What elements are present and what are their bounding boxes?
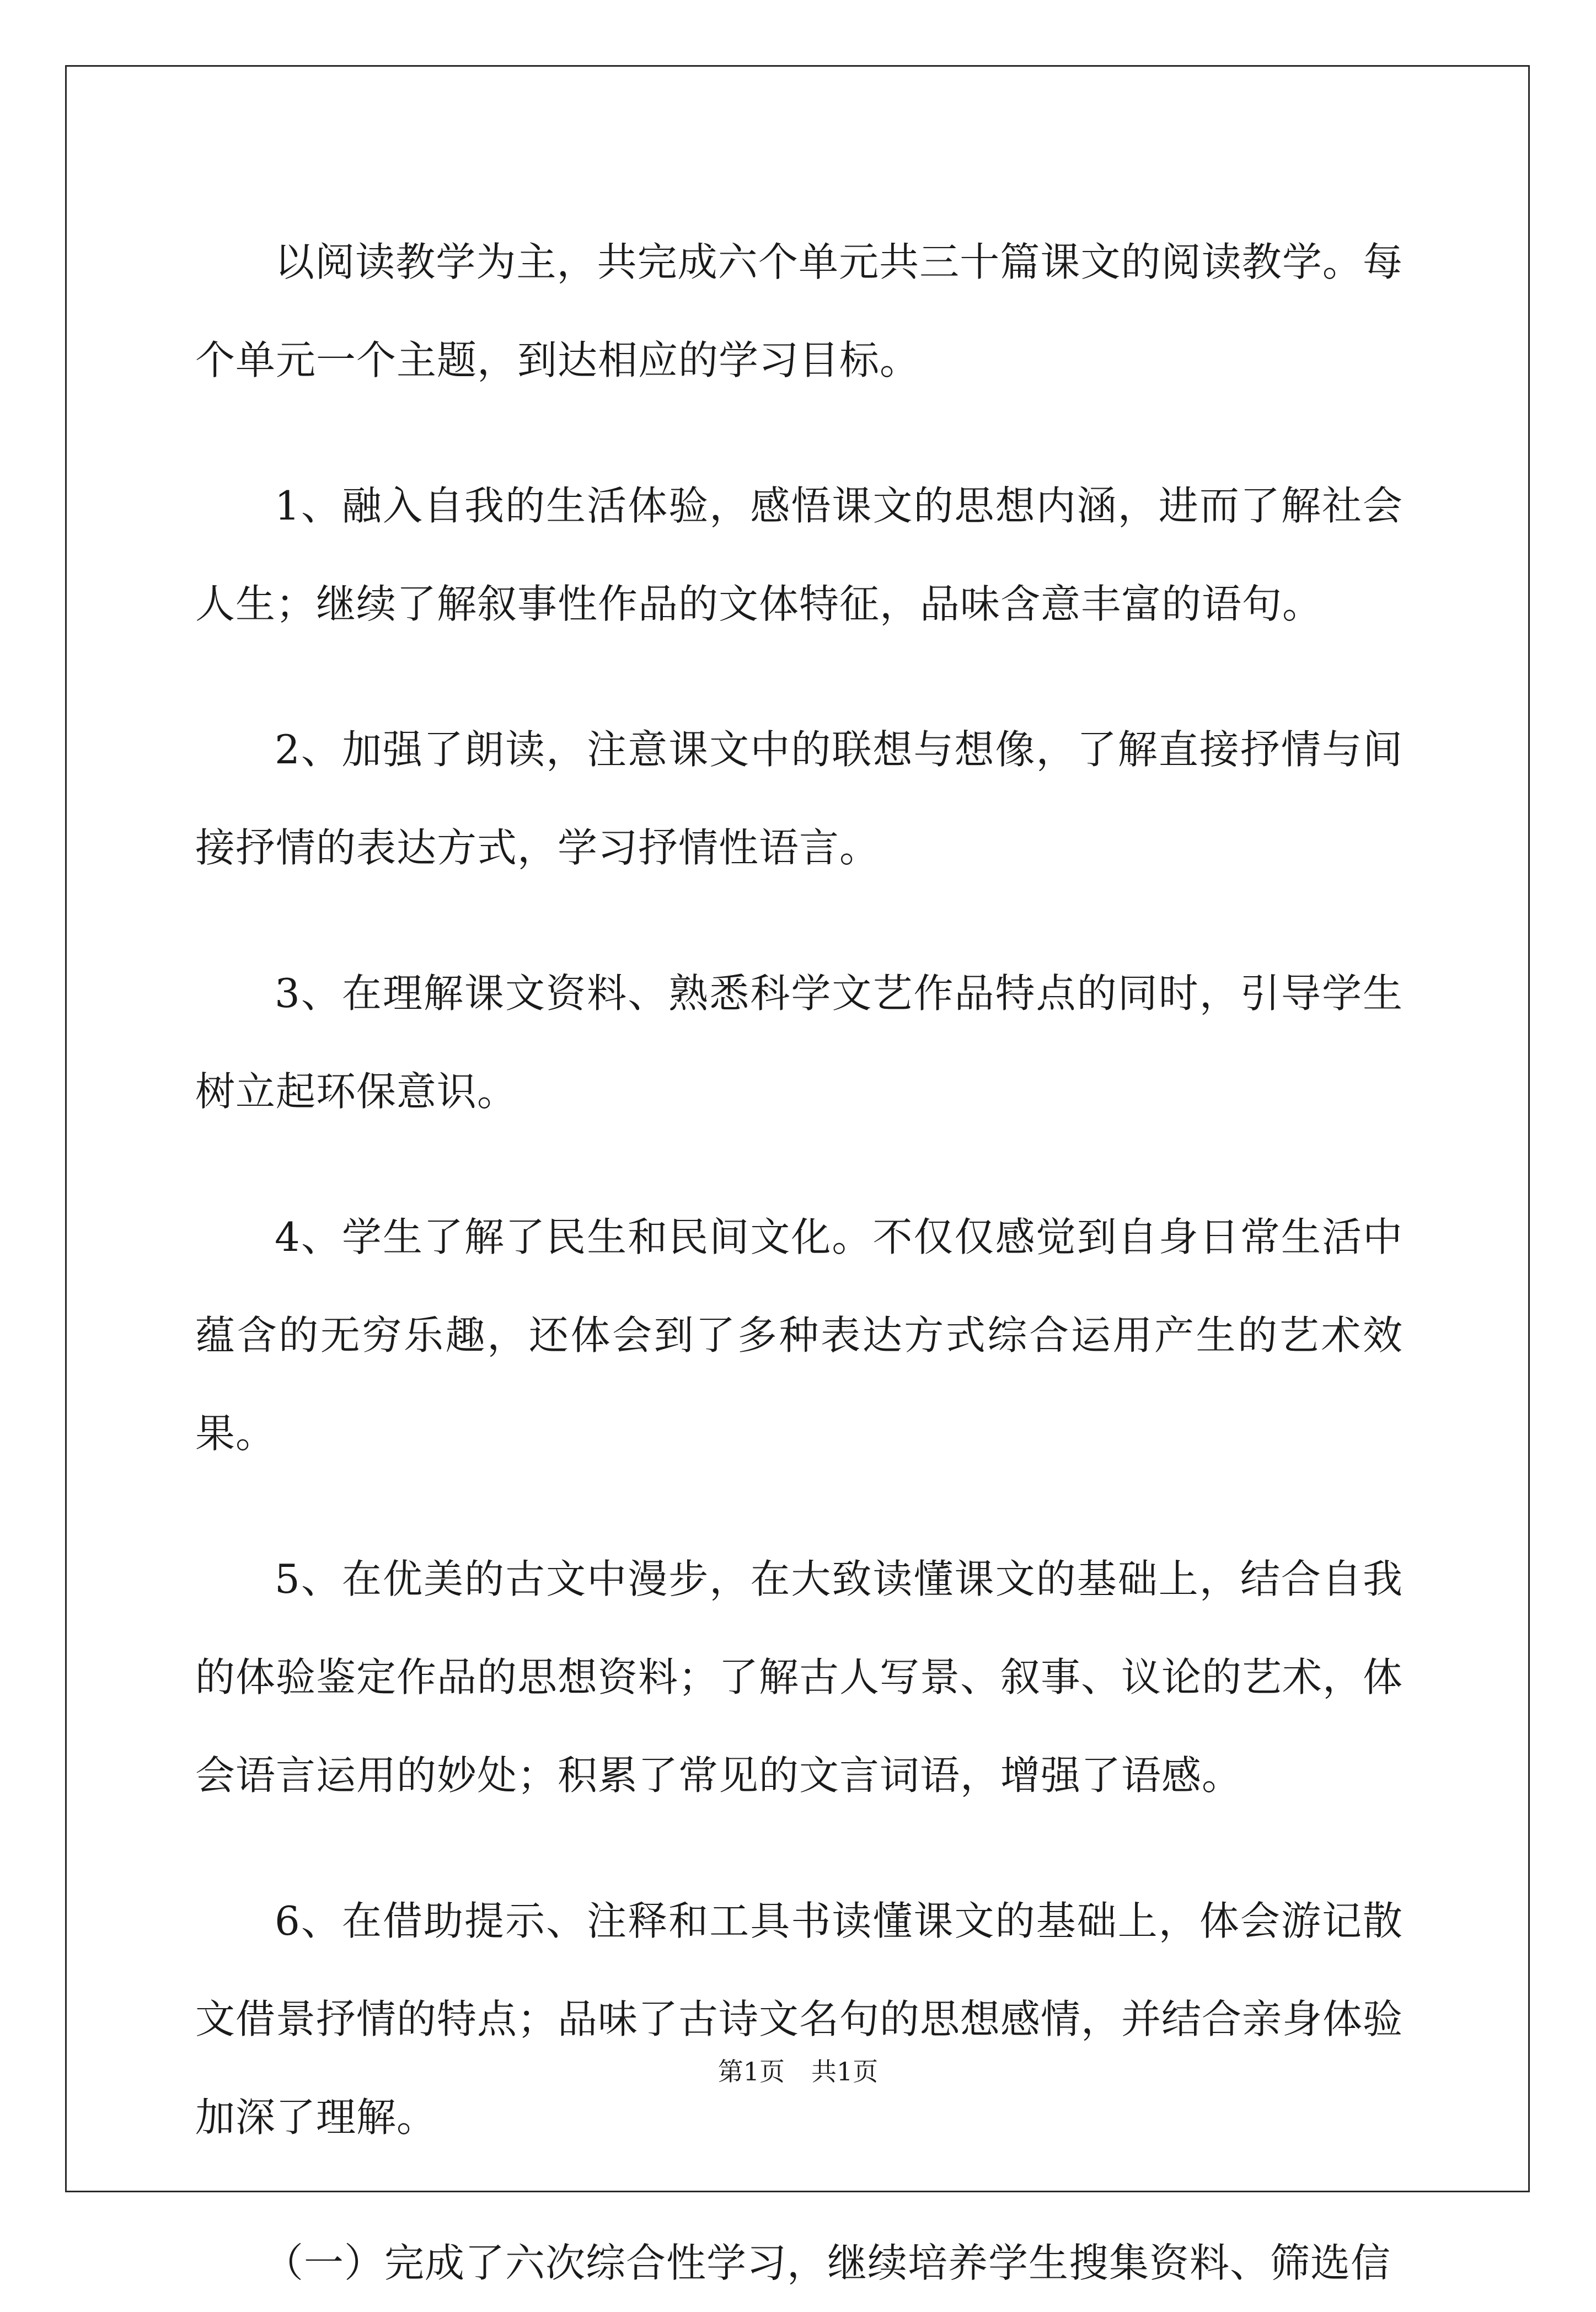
page-number: 第1页 <box>717 2057 785 2086</box>
paragraph-section-1: （一）完成了六次综合性学习，继续培养学生搜集资料、筛选信 <box>264 2240 1391 2286</box>
page-total: 共1页 <box>811 2057 879 2086</box>
document-body <box>195 213 1403 2312</box>
paragraph-item-2: 2、加强了朗读，注意课文中的联想与想像，了解直接抒情与间接抒情的表达方式，学习抒情性语言。 <box>195 726 1403 871</box>
page-footer <box>0 2055 1596 2088</box>
paragraph-item-1: 1、融入自我的生活体验，感悟课文的思想内涵，进而了解社会人生；继续了解叙事性作品的文体特征，品味含意丰富的语句。 <box>195 483 1403 627</box>
paragraph-intro: 以阅读教学为主，共完成六个单元共三十篇课文的阅读教学。每个单元一个主题，到达相应的学习目标。 <box>195 239 1403 383</box>
paragraph-item-6: 6、在借助提示、注释和工具书读懂课文的基础上，体会游记散文借景抒情的特点；品味了古诗文名句的思想感情，并结合亲身体验加深了理解。 <box>195 1898 1404 2140</box>
paragraph-item-5: 5、在优美的古文中漫步，在大致读懂课文的基础上，结合自我的体验鉴定作品的思想资料；了解古人写景、叙事、议论的艺术，体会语言运用的妙处；积累了常见的文言词语，增强了语感。 <box>195 1556 1404 1799</box>
paragraph-item-3: 3、在理解课文资料、熟悉科学文艺作品特点的同时，引导学生树立起环保意识。 <box>195 970 1403 1115</box>
paragraph-item-4: 4、学生了解了民生和民间文化。不仅仅感觉到自身日常生活中蕴含的无穷乐趣，还体会到了多种表达方式综合运用产生的艺术效果。 <box>195 1214 1403 1457</box>
